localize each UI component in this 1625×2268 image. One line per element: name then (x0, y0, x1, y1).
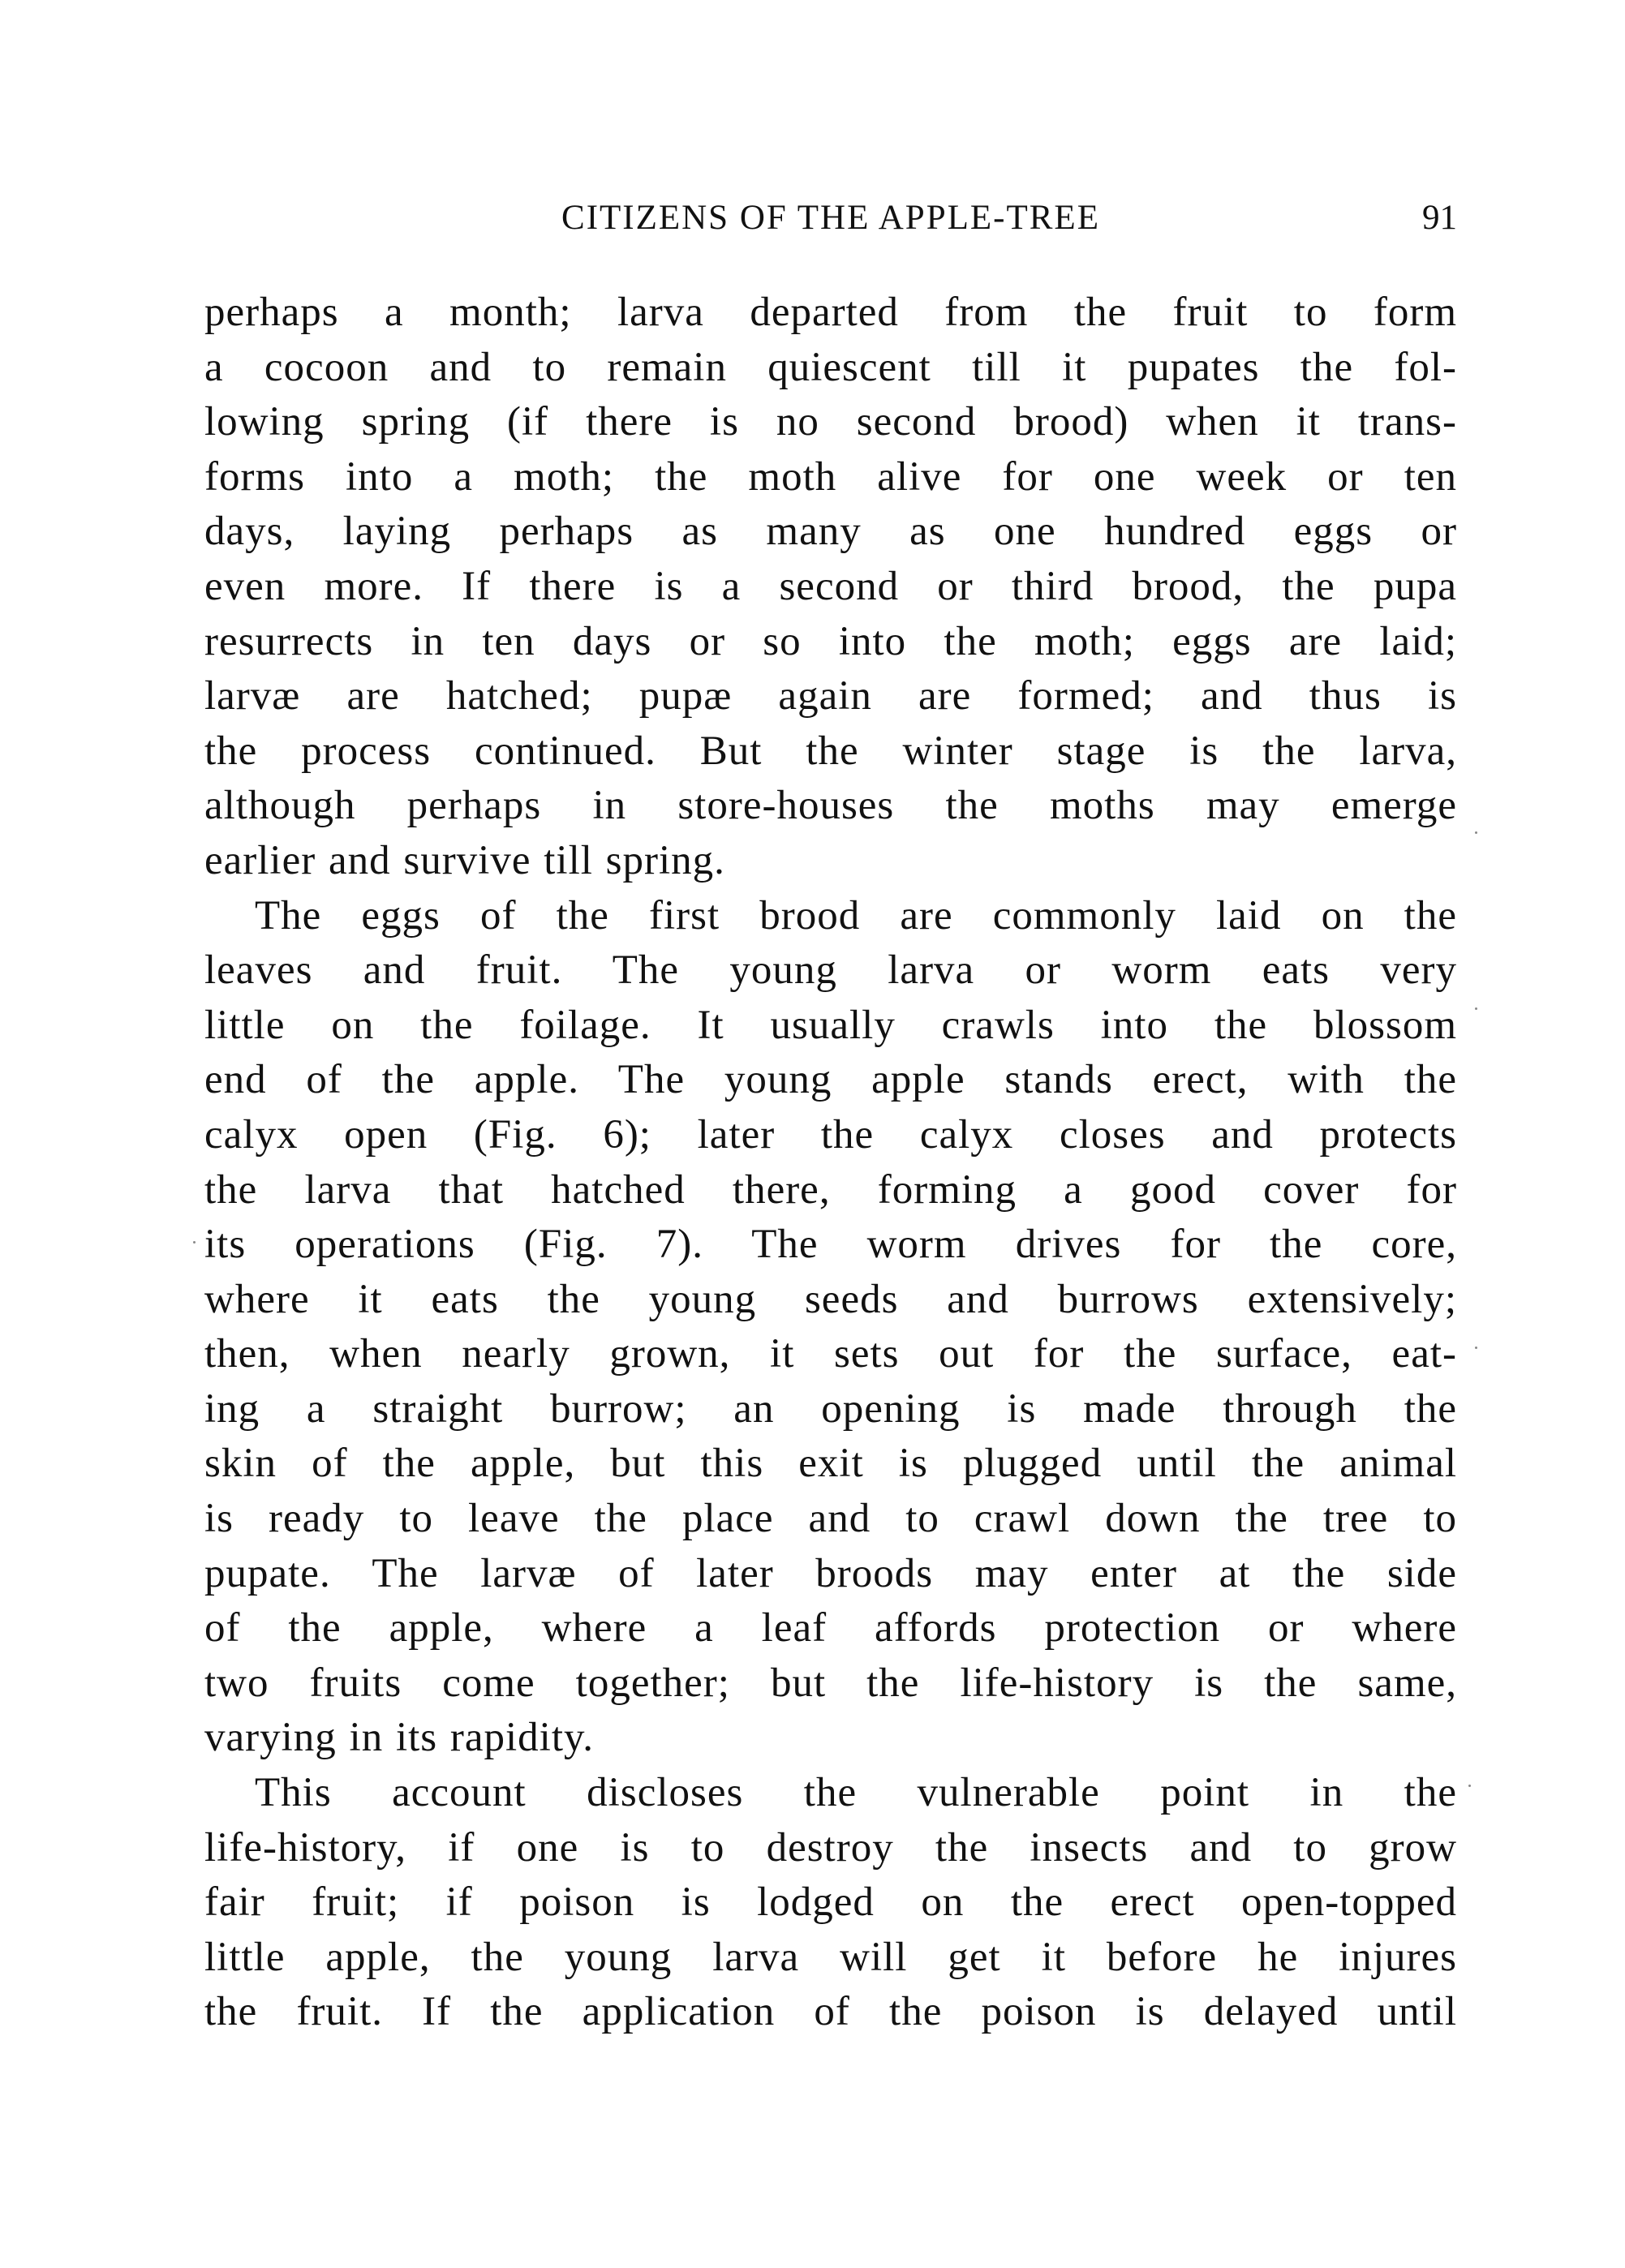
text-line: little apple, the young larva will get it before he injures (204, 1934, 1457, 1980)
text-line: resurrects in ten days or so into the moth; eggs are laid; (204, 618, 1457, 664)
text-line: The eggs of the first brood are commonly laid on the (255, 892, 1457, 939)
scan-speck (1468, 1785, 1471, 1787)
text-line: even more. If there is a second or third brood, the pupa (204, 563, 1457, 609)
text-line: forms into a moth; the moth alive for one week or ten (204, 453, 1457, 500)
scan-speck (1475, 1347, 1477, 1349)
text-line: lowing spring (if there is no second brood) when it trans- (204, 399, 1457, 445)
text-line: This account discloses the vulnerable point in the (255, 1770, 1457, 1816)
text-line: days, laying perhaps as many as one hundred eggs or (204, 509, 1457, 555)
page-number: 91 (1422, 199, 1457, 237)
text-line: skin of the apple, but this exit is plugged until the animal (204, 1441, 1457, 1487)
text-line: life-history, if one is to destroy the insects and to grow (204, 1824, 1457, 1871)
text-line: where it eats the young seeds and burrows extensively; (204, 1276, 1457, 1322)
running-title: CITIZENS OF THE APPLE-TREE (561, 199, 1100, 237)
text-line: little on the foilage. It usually crawls into the blossom (204, 1002, 1457, 1048)
text-line: the process continued. But the winter stage is the larva, (204, 728, 1457, 774)
paragraph-1 (204, 286, 1457, 889)
body-text (204, 286, 1457, 2040)
text-line: earlier and survive till spring. (204, 837, 725, 883)
text-line: the fruit. If the application of the poison is delayed until (204, 1989, 1457, 2035)
text-line: pupate. The larvæ of later broods may enter at the side (204, 1550, 1457, 1596)
scan-speck (1475, 831, 1477, 834)
text-line: varying in its rapidity. (204, 1715, 594, 1761)
text-line: larvæ are hatched; pupæ again are formed; and thus is (204, 673, 1457, 719)
scan-speck (1475, 1007, 1477, 1010)
text-line: leaves and fruit. The young larva or worm eats very (204, 947, 1457, 994)
text-line: end of the apple. The young apple stands erect, with the (204, 1057, 1457, 1103)
text-line: perhaps a month; larva departed from the fruit to form (204, 290, 1457, 335)
text-line: a cocoon and to remain quiescent till it pupates the fol- (204, 344, 1457, 390)
text-line: then, when nearly grown, it sets out for the surface, eat- (204, 1331, 1457, 1377)
running-head (204, 198, 1457, 247)
scan-speck (193, 1241, 196, 1244)
text-line: two fruits come together; but the life-history is the same, (204, 1660, 1457, 1706)
paragraph-2 (204, 889, 1457, 1767)
text-line: ing a straight burrow; an opening is made through the (204, 1385, 1457, 1432)
paragraph-3 (204, 1766, 1457, 2040)
text-line: of the apple, where a leaf affords protection or where (204, 1605, 1457, 1652)
text-line: is ready to leave the place and to crawl down the tree to (204, 1496, 1457, 1542)
text-line: the larva that hatched there, forming a good cover for (204, 1166, 1457, 1213)
text-line: its operations (Fig. 7). The worm drives for the core, (204, 1222, 1457, 1268)
text-line: although perhaps in store-houses the moths may emerge (204, 783, 1457, 829)
text-line: calyx open (Fig. 6); later the calyx closes and protects (204, 1111, 1457, 1158)
text-line: fair fruit; if poison is lodged on the erect open-topped (204, 1879, 1457, 1926)
